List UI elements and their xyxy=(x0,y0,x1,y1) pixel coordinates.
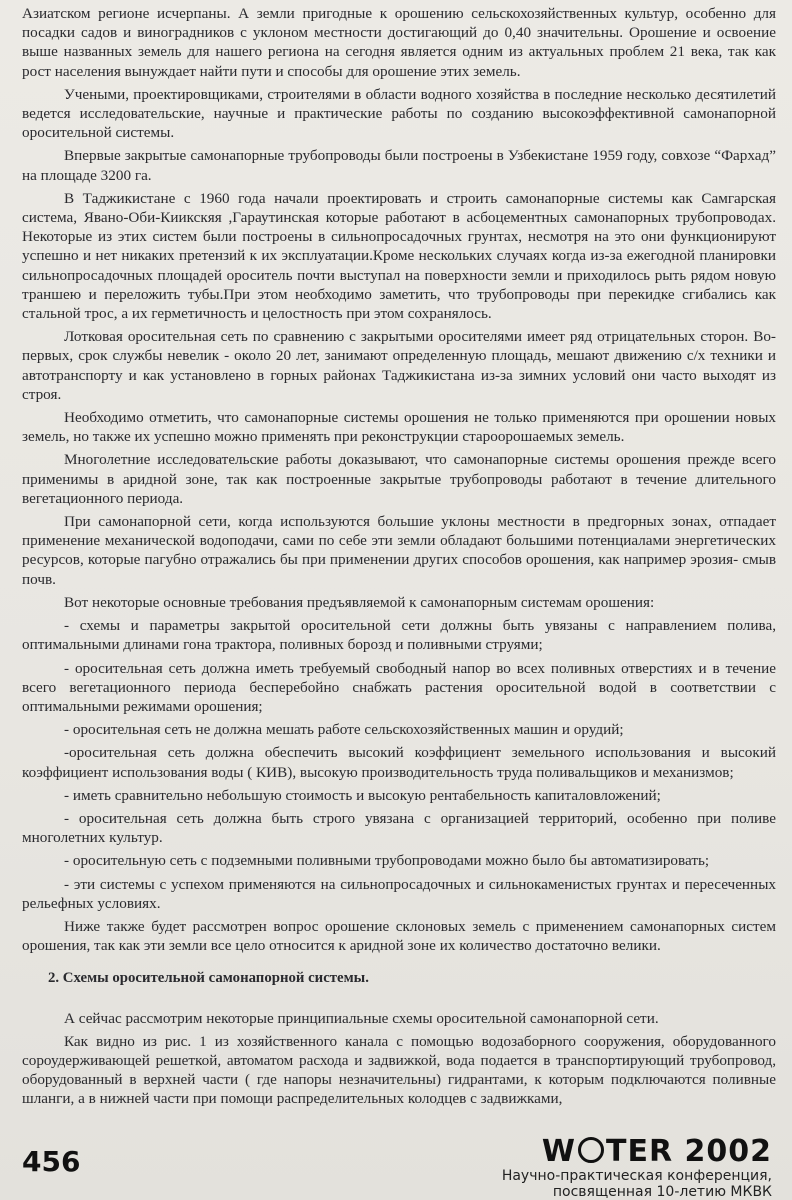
paragraph: Лотковая оросительная сеть по сравнению с закрытыми оросителями имеет ряд отрицательных сторон. Во-первых, срок службы невелик - около 20 лет, занимают определенную площадь, мешают движению с/х техники и автотранспорту и как установлено в горных районах Таджикистана из-за зимних условий они часто выходят из строя. xyxy=(22,328,776,403)
list-item: - эти системы с успехом применяются на сильнопросадочных и сильнокаменистых грунтах и пересеченных рельефных условиях. xyxy=(22,875,776,912)
paragraph: При самонапорной сети, когда используются большие уклоны местности в предгорных зонах, отпадает применение механической водоподачи, сами по себе эти земли обладают большими потенциалами энергетических ресурсов, которые пагубно отражались бы при применении других способов орошения, как например эрозия- смыв почв. xyxy=(22,513,776,588)
list-item: Как видно из рис. 1 из хозяйственного канала с помощью водозаборного сооружения, оборудованного сороудерживающей решеткой, автоматом расхода и задвижкой, вода подается в транспортирующий трубопровод, оборудованный в верхней части ( где напоры незначительны) гидрантами, к которым подключаются поливные шланги, а в нижней части при помощи распределительных колодцев с задвижками, xyxy=(22,1032,776,1108)
list-item: -оросительная сеть должна обеспечить высокий коэффициент земельного использования и высокий коэффициент использования воды ( КИВ), высокую производительность труда поливальщиков и механизмов; xyxy=(22,744,776,781)
section-heading: 2. Схемы оросительной самонапорной системы. xyxy=(48,970,369,987)
document-body xyxy=(22,4,776,1113)
logo-title xyxy=(502,1135,772,1168)
list-item: - оросительная сеть не должна мешать работе сельскохозяйственных машин и орудий; xyxy=(64,721,624,739)
paragraph: Необходимо отметить, что самонапорные системы орошения не только применяются при орошении новых земель, но также их успешно можно применять при реконструкции староорошаемых земель. xyxy=(22,409,776,446)
paragraph: Многолетние исследовательские работы доказывают, что самонапорные системы орошения прежде всего применимы в аридной зоне, так как построенные закрытые трубопроводы работают в течение длительного вегетационного периода. xyxy=(22,451,776,507)
list-item: - оросительную сеть с подземными поливными трубопроводами можно было бы автоматизировать; xyxy=(64,852,710,870)
logo-prefix: W xyxy=(541,1134,576,1169)
list-item: Вот некоторые основные требования предъявляемой к самонапорным системам орошения: xyxy=(64,593,655,611)
page-number: 456 xyxy=(22,1145,81,1178)
paragraph: Учеными, проектировщиками, строителями в области водного хозяйства в последние несколько десятилетий ведется исследовательские, научные и практические работы по созданию высокоэффективной самонапорной оросительной системы. xyxy=(22,85,776,142)
paragraph: Ниже также будет рассмотрен вопрос орошение склоновых земель с применением самонапорных систем орошения, так как эти земли все цело относится к аридной зоне их количество достаточно велики. xyxy=(22,917,776,955)
list-item: - оросительная сеть должна быть строго увязана с организацией территорий, особенно при поливе многолетних культур. xyxy=(22,809,776,847)
list-item: - оросительная сеть должна иметь требуемый свободный напор во всех поливных отверстиях и в течение всего вегетационного периода бесперебойно снабжать растения оросительной водой в соответствии с оптимальными режимами орошения; xyxy=(22,659,776,715)
logo-suffix: TER 2002 xyxy=(606,1134,772,1169)
drop-icon xyxy=(578,1137,604,1163)
paragraph: Азиатском регионе исчерпаны. А земли пригодные к орошению сельскохозяйственных культур, особенно для посадки садов и виноградников с уклоном местности достигающий до 0,40 значительны. Орошение и освоение выше названных земель для нашего региона на сегодня является одним из актуальных проблем 21 века, так как рост населения вынуждает найти пути и способы для орошение этих земель. xyxy=(22,5,776,80)
list-item: - схемы и параметры закрытой оросительной сети должны быть увязаны с направлением полива, оптимальными длинами гона трактора, поливных борозд и поливными струями; xyxy=(22,617,776,654)
list-item: - иметь сравнительно небольшую стоимость и высокую рентабельность капиталовложений; xyxy=(64,786,661,804)
list-item: А сейчас рассмотрим некоторые принципиальные схемы оросительной самонапорной сети. xyxy=(64,1009,659,1027)
logo-subtitle-line1: Научно-практическая конференция, xyxy=(501,1168,772,1184)
paragraph: В Таджикистане с 1960 года начали проектировать и строить самонапорные системы как Самгарская система, Явано-Оби-Киикскяя ,Гараутинская которые работают в асбоцементных самонапорных трубопроводах. Некоторые из этих систем были построены в сильнопросадочных грунтах, несмотря на это они функционируют успешно и нет никаких претензий к их эксплуатации.Кроме нескольких случаях когда из-за ежегодной планировки сильнопросадочных площадей ороситель почти выступал на поверхности земли и приходилось рыть рядом новую траншею и переложить тубы.При этом необходимо заметить, что трубопроводы при перекидке сгибались как стальной трос, а их герметичность и целостность при этом сохранялось. xyxy=(22,189,776,323)
logo-subtitle-line2: посвященная 10-летию МКВК xyxy=(552,1184,772,1200)
paragraph: Впервые закрытые самонапорные трубопроводы были построены в Узбекистане 1959 году, совхозе “Фархад” на площаде 3200 га. xyxy=(22,147,776,184)
conference-logo xyxy=(502,1135,772,1200)
